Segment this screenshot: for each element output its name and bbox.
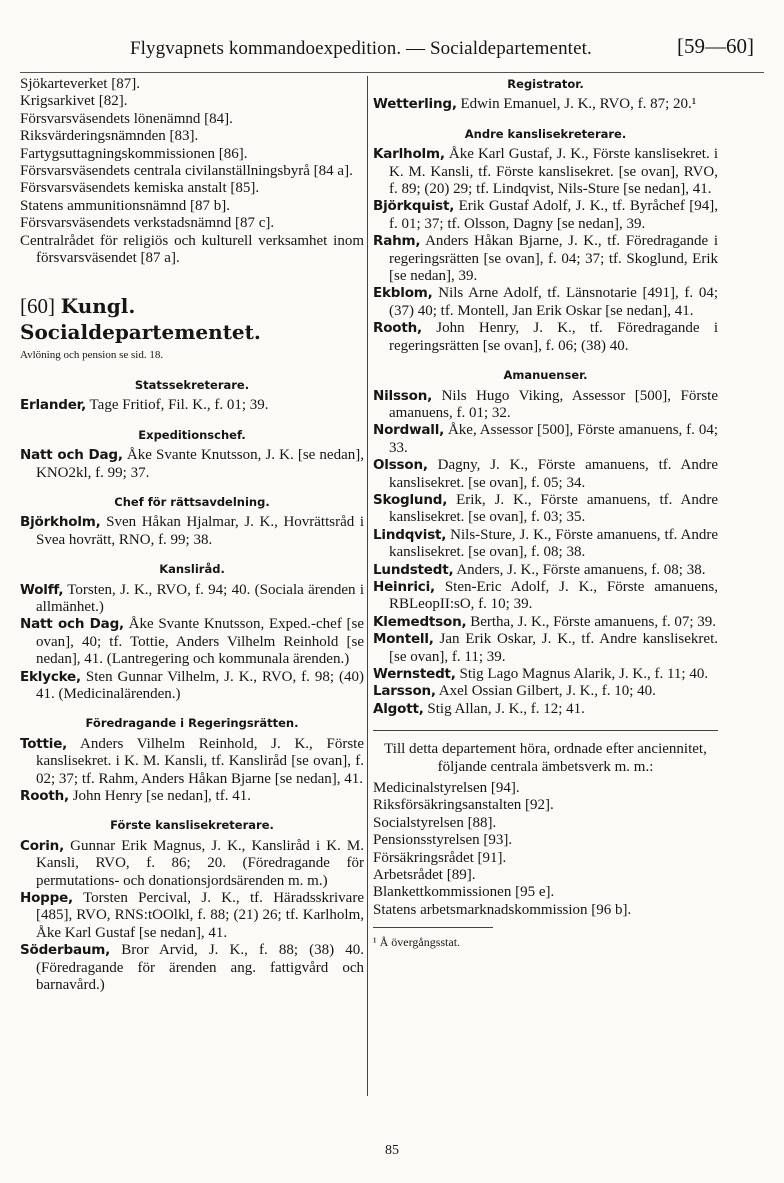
person-details: Åke Karl Gustaf, J. K., Förste kanslisekret. i K. M. Kansli, tf. Förste kanslisekret. [se ovan], RVO, f. 89; (20) 29; tf. Lindqvist, Nils-Sture [se nedan], 41. [389, 146, 718, 198]
person-details: Nils Arne Adolf, tf. Länsnotarie [491], f. 04; (37) 40; tf. Montell, Jan Erik Oskar [se nedan], 41. [389, 285, 718, 319]
section-heading: Expeditionschef. [138, 427, 246, 442]
personnel-entry [373, 683, 718, 700]
person-surname: Wernstedt, [373, 666, 456, 682]
person-details: John Henry, J. K., tf. Föredragande i regeringsrätten [se ovan], f. 06; (38) 40. [389, 320, 719, 354]
person-details: Sten-Eric Adolf, J. K., Förste amanuens, RBLeopII:sO, f. 10; 39. [389, 578, 718, 613]
page-range: [59—60] [677, 34, 754, 58]
personnel-entry [373, 579, 718, 614]
person-details: Åke Svante Knutsson, J. K. [se nedan], KNO2kl, f. 99; 37. [36, 447, 364, 481]
person-surname: Larsson, [373, 683, 436, 700]
person-surname: Heinrici, [373, 578, 435, 595]
agency-item: Arbetsrådet [89]. [373, 867, 476, 884]
person-surname: Rooth, [373, 320, 422, 337]
ministry-name: Kungl. Socialdepartementet. [20, 294, 261, 345]
personnel-entry [20, 669, 364, 704]
section-entries [20, 736, 364, 806]
ministry-heading [20, 293, 364, 345]
list-item: Försvarsväsendets centrala civilanställningsbyrå [84 a]. [20, 163, 353, 180]
person-surname: Algott, [373, 700, 424, 717]
person-details: Åke Svante Knutsson, Exped.-chef [se ovan], 40; tf. Tottie, Anders Vilhelm Reinhold [se nedan], 41. (Lantregering och kommunala ärenden.) [36, 616, 365, 668]
section-entries [20, 582, 364, 704]
right-column [373, 76, 718, 952]
person-surname: Rooth, [20, 788, 69, 804]
ministry-number: [60] [20, 294, 55, 319]
person-details: Stig Allan, J. K., f. 12; 41. [427, 700, 585, 717]
person-surname: Björkquist, [373, 198, 455, 215]
section-entries [373, 146, 718, 355]
person-details: Torsten Percival, J. K., tf. Häradsskrivare [485], RVO, RNS:tOOlkl, f. 88; (21) 26; tf. Karlholm, Åke Karl Gustaf [se nedan], 41. [36, 890, 364, 941]
agency-item: Riksförsäkringsanstalten [92]. [373, 797, 554, 814]
person-surname: Karlholm, [373, 146, 445, 163]
personnel-entry [373, 320, 718, 355]
section-heading: Registrator. [507, 77, 584, 91]
person-surname: Olsson, [373, 457, 428, 474]
personnel-entry [373, 146, 718, 198]
person-surname: Skoglund, [373, 491, 448, 508]
personnel-entry [373, 492, 718, 527]
personnel-entry [20, 736, 364, 788]
person-surname: Klemedtson, [373, 613, 467, 630]
personnel-entry [20, 447, 364, 482]
page-header [20, 36, 764, 66]
personnel-entry [20, 616, 364, 668]
person-details: Stig Lago Magnus Alarik, J. K., f. 11; 40. [459, 666, 709, 682]
agency-item: Blankettkommissionen [95 e]. [373, 884, 555, 901]
defense-agency-list [20, 76, 364, 267]
personnel-entry [373, 285, 718, 320]
personnel-entry [20, 890, 364, 942]
person-details: Nils-Sture, J. K., Förste amanuens, tf. Andre kanslisekret. [se ovan], f. 08; 38. [389, 526, 718, 561]
section-entries [20, 447, 364, 482]
person-surname: Rahm, [373, 233, 421, 250]
person-surname: Wolff, [20, 581, 64, 598]
list-item: Försvarsväsendets verkstadsnämnd [87 c]. [20, 215, 275, 232]
person-details: Anders Vilhelm Reinhold, J. K., Förste kanslisekret. i K. M. Kansli, tf. Kansliråd [se ovan], f. 02; 37; tf. Rahm, Anders Håkan Bjarne [se nedan], 41. [36, 735, 364, 787]
list-item: Centralrådet för religiös och kulturell verksamhet inom försvarsväsendet [87 a]. [20, 232, 364, 267]
list-item: Krigsarkivet [82]. [20, 93, 128, 110]
left-column [20, 76, 364, 994]
personnel-entry [373, 701, 718, 718]
personnel-entry [20, 397, 364, 414]
list-item: Statens ammunitionsnämnd [87 b]. [20, 197, 230, 214]
section-heading: Förste kanslisekreterare. [110, 818, 274, 833]
person-details: Anders Håkan Bjarne, J. K., tf. Föredragande i regeringsrätten [se ovan], f. 04; 37; tf. Skoglund, Erik [se nedan], 39. [389, 233, 718, 285]
person-details: Tage Fritiof, Fil. K., f. 01; 39. [89, 397, 269, 414]
person-surname: Hoppe, [20, 890, 73, 907]
running-title: Flygvapnets kommandoexpedition. — Socialdepartementet. [130, 38, 592, 59]
section-entries [20, 514, 364, 549]
person-surname: Nilsson, [373, 387, 433, 404]
column-divider [367, 76, 368, 1096]
section-entries [373, 388, 718, 719]
personnel-entry [373, 614, 718, 631]
footnote: ¹ Å övergångsstat. [373, 935, 461, 950]
person-surname: Ekblom, [373, 285, 433, 302]
person-surname: Wetterling, [373, 96, 457, 113]
section-heading: Kansliråd. [159, 562, 225, 577]
person-surname: Björkholm, [20, 514, 101, 531]
person-surname: Natt och Dag, [20, 616, 124, 633]
footnote-rule [373, 927, 493, 928]
person-details: Torsten, J. K., RVO, f. 94; 40. (Sociala ärenden i allmänhet.) [36, 581, 365, 615]
person-surname: Söderbaum, [20, 942, 111, 959]
agency-item: Socialstyrelsen [88]. [373, 814, 497, 831]
agency-item: Försäkringsrådet [91]. [373, 849, 507, 866]
section-entries [20, 838, 364, 995]
personnel-entry [373, 198, 718, 233]
person-surname: Nordwall, [373, 422, 445, 439]
personnel-entry [373, 666, 718, 683]
page-number: 85 [385, 1143, 399, 1158]
personnel-entry [373, 457, 718, 492]
person-details: Erik Gustaf Adolf, J. K., tf. Byråchef [94], f. 01; 37; tf. Olsson, Dagny [se nedan], 39. [389, 198, 719, 232]
agency-item: Pensionsstyrelsen [93]. [373, 832, 513, 849]
personnel-entry [373, 562, 718, 579]
personnel-entry [20, 514, 364, 549]
person-details: Bror Arvid, J. K., f. 88; (38) 40. (Föredragande för ärenden ang. fattigvård och barnavård.) [36, 942, 364, 994]
agency-list [373, 780, 718, 919]
person-details: Erik, J. K., Förste amanuens, tf. Andre kanslisekret. [se ovan], f. 03; 35. [389, 491, 719, 526]
agencies-intro: Till detta departement höra, ordnade efter anciennitet, följande centrala ämbetsverk m. m.: [384, 741, 707, 775]
person-details: Bertha, J. K., Förste amanuens, f. 07; 39. [470, 613, 716, 630]
personnel-entry [20, 582, 364, 617]
person-surname: Eklycke, [20, 668, 81, 685]
personnel-entry [20, 788, 364, 805]
section-heading: Chef för rättsavdelning. [114, 494, 270, 509]
section-rule [373, 730, 718, 731]
person-details: Jan Erik Oskar, J. K., tf. Andre kanslisekret. [se ovan], f. 11; 39. [389, 631, 718, 665]
person-surname: Montell, [373, 631, 434, 648]
personnel-entry [373, 527, 718, 562]
person-surname: Tottie, [20, 735, 68, 752]
person-details: Åke, Assessor [500], Förste amanuens, f. 04; 33. [389, 422, 718, 456]
personnel-entry [20, 838, 364, 890]
header-rule [20, 72, 764, 73]
personnel-entry [20, 942, 364, 994]
list-item: Försvarsväsendets lönenämnd [84]. [20, 110, 233, 127]
person-surname: Corin, [20, 837, 65, 854]
section-heading: Föredragande i Regeringsrätten. [85, 716, 299, 731]
section-entries [373, 96, 718, 113]
person-details: Nils Hugo Viking, Assessor [500], Förste amanuens, f. 01; 32. [389, 387, 718, 421]
person-details: Gunnar Erik Magnus, J. K., Kansliråd i K. M. Kansli, RVO, f. 86; 20. (Föredragande för permutations- och donationsjordsärenden m. m.) [36, 837, 365, 889]
person-details: Anders, J. K., Förste amanuens, f. 08; 38. [456, 561, 706, 578]
personnel-entry [373, 233, 718, 285]
person-details: Sten Gunnar Vilhelm, J. K., RVO, f. 98; (40) 41. (Medicinalärenden.) [36, 668, 365, 702]
list-item: Försvarsväsendets kemiska anstalt [85]. [20, 180, 260, 197]
person-details: Dagny, J. K., Förste amanuens, tf. Andre kanslisekret. [se ovan], f. 05; 34. [389, 457, 719, 491]
list-item: Sjökarteverket [87]. [20, 76, 140, 92]
agency-item: Medicinalstyrelsen [94]. [373, 780, 520, 797]
person-details: Axel Ossian Gilbert, J. K., f. 10; 40. [438, 683, 656, 700]
person-details: Sven Håkan Hjalmar, J. K., Hovrättsråd i Svea hovrätt, RNO, f. 99; 38. [36, 514, 365, 548]
personnel-entry [373, 631, 718, 666]
section-heading: Statssekreterare. [134, 377, 250, 392]
personnel-entry [373, 96, 718, 113]
person-surname: Natt och Dag, [20, 447, 123, 464]
person-details: John Henry [se nedan], tf. 41. [72, 788, 251, 804]
person-surname: Lundstedt, [373, 561, 454, 578]
person-surname: Lindqvist, [373, 526, 447, 543]
personnel-entry [373, 422, 718, 457]
agency-item: Statens arbetsmarknadskommission [96 b]. [373, 901, 632, 918]
pay-note: Avlöning och pension se sid. 18. [20, 349, 164, 362]
section-entries [20, 397, 364, 414]
list-item: Fartygsuttagningskommissionen [86]. [20, 145, 248, 162]
personnel-entry [373, 388, 718, 423]
person-details: Edwin Emanuel, J. K., RVO, f. 87; 20.¹ [460, 96, 697, 113]
person-surname: Erlander, [20, 397, 87, 414]
list-item: Riksvärderingsnämnden [83]. [20, 128, 199, 145]
section-heading: Andre kanslisekreterare. [464, 126, 627, 141]
section-heading: Amanuenser. [503, 368, 588, 383]
